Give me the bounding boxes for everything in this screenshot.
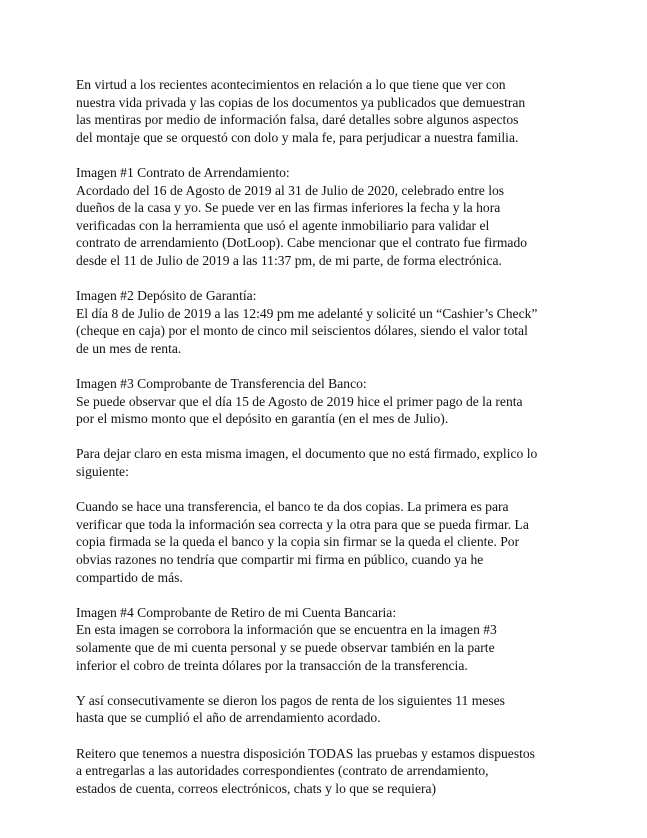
paragraph-transfer-explanation (76, 498, 576, 586)
text-line: compartido de más. (76, 569, 183, 585)
text-line: siguiente: (76, 464, 129, 480)
document-page (76, 76, 576, 815)
section-heading: Imagen #3 Comprobante de Transferencia del Banco: (76, 376, 367, 392)
text-line: estados de cuenta, correos electrónicos, chats y lo que se requiera) (76, 780, 437, 796)
text-line: verificadas con la herramienta que usó el agente inmobiliario para validar el (76, 217, 490, 233)
paragraph-image-2 (76, 287, 576, 357)
text-line: Cuando se hace una transferencia, el banco te da dos copias. La primera es para (76, 499, 509, 515)
text-line: Reitero que tenemos a nuestra disposición TODAS las pruebas y estamos dispuestos (76, 745, 535, 761)
paragraph-consecutive-payments (76, 692, 576, 727)
paragraph-closing (76, 745, 576, 798)
text-line: las mentiras por medio de información falsa, daré detalles sobre algunos aspectos (76, 112, 519, 128)
text-line: hasta que se cumplió el año de arrendamiento acordado. (76, 710, 381, 726)
text-line: desde el 11 de Julio de 2019 a las 11:37 pm, de mi parte, de forma electrónica. (76, 252, 502, 268)
text-line: nuestra vida privada y las copias de los documentos ya publicados que demuestran (76, 94, 526, 110)
paragraph-intro (76, 76, 576, 146)
text-line: obvias razones no tendría que compartir mi firma en público, cuando ya he (76, 552, 484, 568)
text-line: En virtud a los recientes acontecimientos en relación a lo que tiene que ver con (76, 77, 506, 92)
text-line: Para dejar claro en esta misma imagen, el documento que no está firmado, explico lo (76, 446, 538, 462)
text-line: verificar que toda la información sea correcta y la otra para que se pueda firmar. La (76, 516, 529, 532)
text-line: a entregarlas a las autoridades correspondientes (contrato de arrendamiento, (76, 763, 489, 779)
section-heading: Imagen #2 Depósito de Garantía: (76, 288, 257, 304)
text-line: Y así consecutivamente se dieron los pagos de renta de los siguientes 11 meses (76, 692, 505, 708)
paragraph-image-4 (76, 604, 576, 674)
text-line: dueños de la casa y yo. Se puede ver en las firmas inferiores la fecha y la hora (76, 200, 501, 216)
text-line: En esta imagen se corrobora la información que se encuentra en la imagen #3 (76, 622, 497, 638)
text-line: contrato de arrendamiento (DotLoop). Cabe mencionar que el contrato fue firmado (76, 235, 528, 251)
paragraph-clarification (76, 445, 576, 480)
section-heading: Imagen #4 Comprobante de Retiro de mi Cuenta Bancaria: (76, 604, 397, 620)
text-line: copia firmada se la queda el banco y la copia sin firmar se la queda el cliente. Por (76, 534, 520, 550)
paragraph-image-3 (76, 375, 576, 428)
text-line: por el mismo monto que el depósito en garantía (en el mes de Julio). (76, 411, 449, 427)
text-line: de un mes de renta. (76, 340, 182, 356)
paragraph-image-1 (76, 164, 576, 270)
section-heading: Imagen #1 Contrato de Arrendamiento: (76, 164, 290, 180)
text-line: Se puede observar que el día 15 de Agosto de 2019 hice el primer pago de la renta (76, 393, 523, 409)
text-line: solamente que de mi cuenta personal y se puede observar también en la parte (76, 640, 495, 655)
text-line: (cheque en caja) por el monto de cinco mil seiscientos dólares, siendo el valor total (76, 323, 528, 339)
text-line: El día 8 de Julio de 2019 a las 12:49 pm me adelanté y solicité un “Cashier’s Check” (76, 305, 538, 321)
text-line: inferior el cobro de treinta dólares por la transacción de la transferencia. (76, 657, 468, 673)
text-line: Acordado del 16 de Agosto de 2019 al 31 de Julio de 2020, celebrado entre los (76, 182, 505, 198)
text-line: del montaje que se orquestó con dolo y mala fe, para perjudicar a nuestra familia. (76, 129, 519, 145)
